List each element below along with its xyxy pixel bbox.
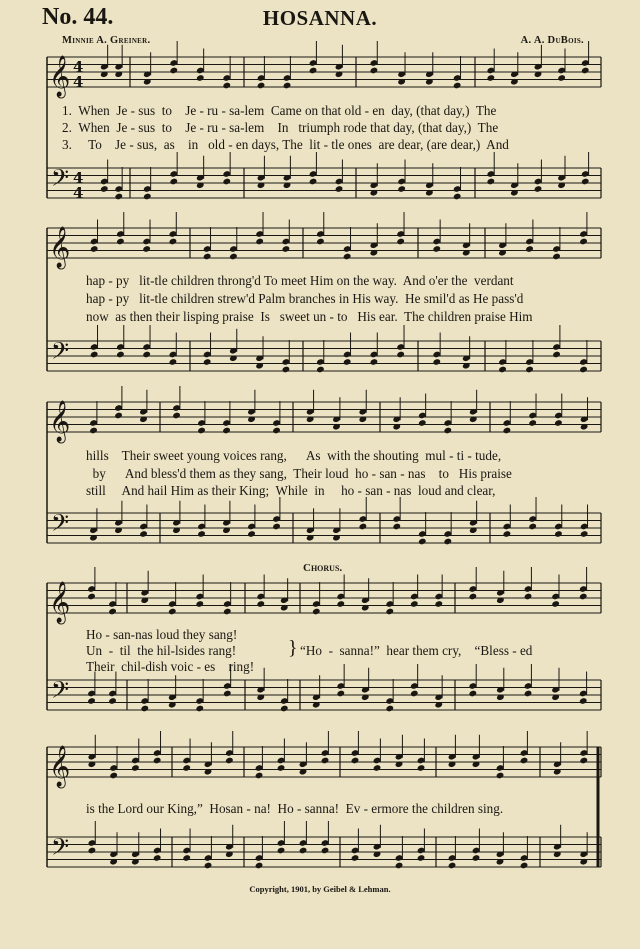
bass-notehead <box>195 705 204 713</box>
bass-notehead <box>486 178 495 186</box>
bass-notehead <box>280 705 289 713</box>
bass-notehead <box>169 178 178 186</box>
bass-notehead <box>432 358 441 366</box>
treble-notehead <box>520 757 529 765</box>
bass-notehead <box>139 530 148 538</box>
treble-notehead <box>579 238 588 246</box>
treble-notehead <box>196 74 205 82</box>
lyric-verse-3-line-2: now as then their lisping praise Is sweet un - to His ear. The children praise Him <box>86 309 533 324</box>
treble-notehead <box>312 608 321 616</box>
treble-notehead <box>396 238 405 246</box>
treble-notehead <box>257 82 266 90</box>
treble-notehead <box>195 600 204 608</box>
lyric-verse-3-line-4: Their chil-dish voic - es ring! <box>86 659 255 674</box>
treble-notehead <box>114 412 123 420</box>
lyricist-credit: Minnie A. Greiner. <box>62 35 151 46</box>
bass-notehead <box>336 690 345 698</box>
bass-notehead <box>395 862 404 870</box>
treble-notehead <box>225 757 234 765</box>
bass-notehead <box>579 366 588 374</box>
treble-notehead <box>557 74 566 82</box>
treble-notehead <box>528 419 537 427</box>
treble-notehead <box>182 764 191 772</box>
treble-notehead <box>321 757 330 765</box>
bass-notehead <box>468 690 477 698</box>
bass-notehead <box>410 690 419 698</box>
chorus-lyric-line-2: is the Lord our King,” Hosan - na! Ho - sanna! Ev - ermore the children sing. <box>86 801 504 816</box>
bass-notehead <box>453 193 462 201</box>
treble-notehead <box>282 245 291 253</box>
treble-notehead <box>316 238 325 246</box>
treble-notehead <box>277 764 286 772</box>
bass-notehead <box>335 185 344 193</box>
bass-notehead <box>282 366 291 374</box>
treble-notehead <box>197 427 206 435</box>
bass-notehead <box>472 854 481 862</box>
bass-notehead <box>90 351 99 359</box>
treble-clef-icon: 𝄞 <box>49 582 71 623</box>
bass-notehead <box>397 185 406 193</box>
treble-notehead <box>89 427 98 435</box>
treble-clef-icon: 𝄞 <box>49 227 71 268</box>
bass-notehead <box>580 530 589 538</box>
treble-notehead <box>503 427 512 435</box>
bass-clef-icon: 𝄢 <box>51 833 70 866</box>
treble-clef-icon: 𝄞 <box>49 401 71 442</box>
bass-notehead <box>448 862 457 870</box>
treble-notehead <box>272 427 281 435</box>
bass-notehead <box>223 690 232 698</box>
bass-notehead <box>140 705 149 713</box>
bass-notehead <box>392 523 401 531</box>
time-signature-bottom: 4 <box>73 184 84 202</box>
bass-notehead <box>554 530 563 538</box>
treble-notehead <box>222 427 231 435</box>
hymn-title: HOSANNA. <box>262 6 378 30</box>
bass-notehead <box>552 351 561 359</box>
bass-notehead <box>520 862 529 870</box>
treble-notehead <box>90 245 99 253</box>
bass-notehead <box>525 366 534 374</box>
treble-notehead <box>116 238 125 246</box>
treble-notehead <box>256 600 265 608</box>
treble-notehead <box>343 253 352 261</box>
treble-notehead <box>172 412 181 420</box>
lyric-verse-2-line-3: by And bless'd them as they sang, Their loud ho - san - nas to His praise <box>86 466 512 481</box>
treble-notehead <box>524 593 533 601</box>
treble-notehead <box>336 600 345 608</box>
treble-notehead <box>496 772 505 780</box>
verse-brace: } <box>288 637 298 659</box>
treble-notehead <box>309 67 318 75</box>
treble-notehead <box>169 238 178 246</box>
bass-notehead <box>343 358 352 366</box>
bass-notehead <box>88 847 97 855</box>
treble-notehead <box>453 82 462 90</box>
lyric-verse-2-line-4: Un - til the hil-lsides rang! <box>86 643 237 658</box>
time-signature-top: 4 <box>73 58 84 76</box>
treble-notehead <box>223 608 232 616</box>
bass-notehead <box>370 358 379 366</box>
bass-notehead <box>443 538 452 546</box>
lyric-verse-2-line-2: hap - py lit-tle children strew'd Palm branches in His way. He smil'd as He pass'd <box>86 291 524 306</box>
bass-notehead <box>277 847 286 855</box>
treble-notehead <box>153 757 162 765</box>
bass-notehead <box>143 193 152 201</box>
bass-notehead <box>524 690 533 698</box>
bass-notehead <box>359 523 368 531</box>
treble-notehead <box>410 600 419 608</box>
treble-notehead <box>142 245 151 253</box>
treble-notehead <box>434 600 443 608</box>
time-signature-bottom: 4 <box>73 73 84 91</box>
bass-notehead <box>153 854 162 862</box>
bass-notehead <box>182 854 191 862</box>
treble-notehead <box>579 757 588 765</box>
lyric-verse-1-line-3: hills Their sweet young voices rang, As with the shouting mul - ti - tude, <box>86 448 502 463</box>
bass-clef-icon: 𝄢 <box>51 337 70 370</box>
bass-notehead <box>247 530 256 538</box>
treble-notehead <box>87 593 96 601</box>
treble-notehead <box>443 427 452 435</box>
bass-notehead <box>534 185 543 193</box>
treble-notehead <box>203 253 212 261</box>
treble-notehead <box>418 419 427 427</box>
treble-notehead <box>486 74 495 82</box>
bass-notehead <box>321 847 330 855</box>
treble-notehead <box>370 67 379 75</box>
copyright-notice: Copyright, 1901, by Geibel & Lehman. <box>249 884 391 894</box>
treble-notehead <box>255 238 264 246</box>
treble-clef-icon: 𝄞 <box>49 56 71 97</box>
lyric-verse-1-line-2: hap - py lit-tle children throng'd To meet Him on the way. And o'er the verdant <box>86 273 514 288</box>
bass-notehead <box>142 351 151 359</box>
treble-notehead <box>579 593 588 601</box>
bass-notehead <box>255 862 264 870</box>
lyric-verse-3-line-3: still And hail Him as their King; While in ho - san - nas loud and clear, <box>86 483 496 498</box>
bass-notehead <box>100 185 109 193</box>
treble-notehead <box>551 600 560 608</box>
bass-notehead <box>197 530 206 538</box>
bass-notehead <box>222 178 231 186</box>
bass-notehead <box>204 862 213 870</box>
treble-notehead <box>168 608 177 616</box>
lyric-verse-3-line-1: 3. To Je - sus, as in old - en days, The lit - tle ones are dear, (are dear,) And <box>62 137 509 152</box>
treble-notehead <box>373 764 382 772</box>
bass-notehead <box>581 178 590 186</box>
time-signature-top: 4 <box>73 169 84 187</box>
treble-notehead <box>468 593 477 601</box>
treble-notehead <box>222 82 231 90</box>
treble-notehead <box>131 764 140 772</box>
treble-notehead <box>554 419 563 427</box>
bass-notehead <box>114 193 123 201</box>
bass-notehead <box>385 705 394 713</box>
bass-notehead <box>418 538 427 546</box>
bass-notehead <box>169 358 178 366</box>
bass-notehead <box>272 523 281 531</box>
bass-clef-icon: 𝄢 <box>51 509 70 542</box>
bass-notehead <box>417 854 426 862</box>
bass-clef-icon: 𝄢 <box>51 676 70 709</box>
bass-notehead <box>498 366 507 374</box>
bass-notehead <box>316 366 325 374</box>
lyric-verse-2-line-1: 2. When Je - sus to Je - ru - sa-lem In triumph rode that day, (that day,) The <box>62 120 499 135</box>
lyric-verse-1-line-1: 1. When Je - sus to Je - ru - sa-lem Came on that old - en day, (that day,) The <box>62 103 497 118</box>
treble-notehead <box>169 67 178 75</box>
bass-notehead <box>309 178 318 186</box>
bass-notehead <box>108 697 117 705</box>
chorus-label: Chorus. <box>303 562 343 574</box>
treble-notehead <box>351 757 360 765</box>
treble-notehead <box>417 764 426 772</box>
bass-notehead <box>579 697 588 705</box>
bass-clef-icon: 𝄢 <box>51 164 70 197</box>
lyric-verse-1-line-4: Ho - san-nas loud they sang! <box>86 627 238 642</box>
treble-notehead <box>109 772 118 780</box>
bass-notehead <box>116 351 125 359</box>
treble-notehead <box>385 608 394 616</box>
chorus-lyric-line-1: “Ho - sanna!” hear them cry, “Bless - ed <box>300 643 533 658</box>
hymn-number: No. 44. <box>42 4 114 30</box>
treble-notehead <box>229 253 238 261</box>
treble-notehead <box>108 608 117 616</box>
treble-notehead <box>283 82 292 90</box>
bass-notehead <box>87 697 96 705</box>
treble-notehead <box>525 245 534 253</box>
composer-credit: A. A. DuBois. <box>520 35 584 46</box>
bass-notehead <box>396 351 405 359</box>
bass-notehead <box>351 854 360 862</box>
bass-notehead <box>528 523 537 531</box>
treble-clef-icon: 𝄞 <box>49 746 71 787</box>
bass-notehead <box>299 847 308 855</box>
treble-notehead <box>581 67 590 75</box>
bass-notehead <box>203 358 212 366</box>
treble-notehead <box>255 772 264 780</box>
treble-notehead <box>432 245 441 253</box>
bass-notehead <box>503 530 512 538</box>
treble-notehead <box>552 253 561 261</box>
